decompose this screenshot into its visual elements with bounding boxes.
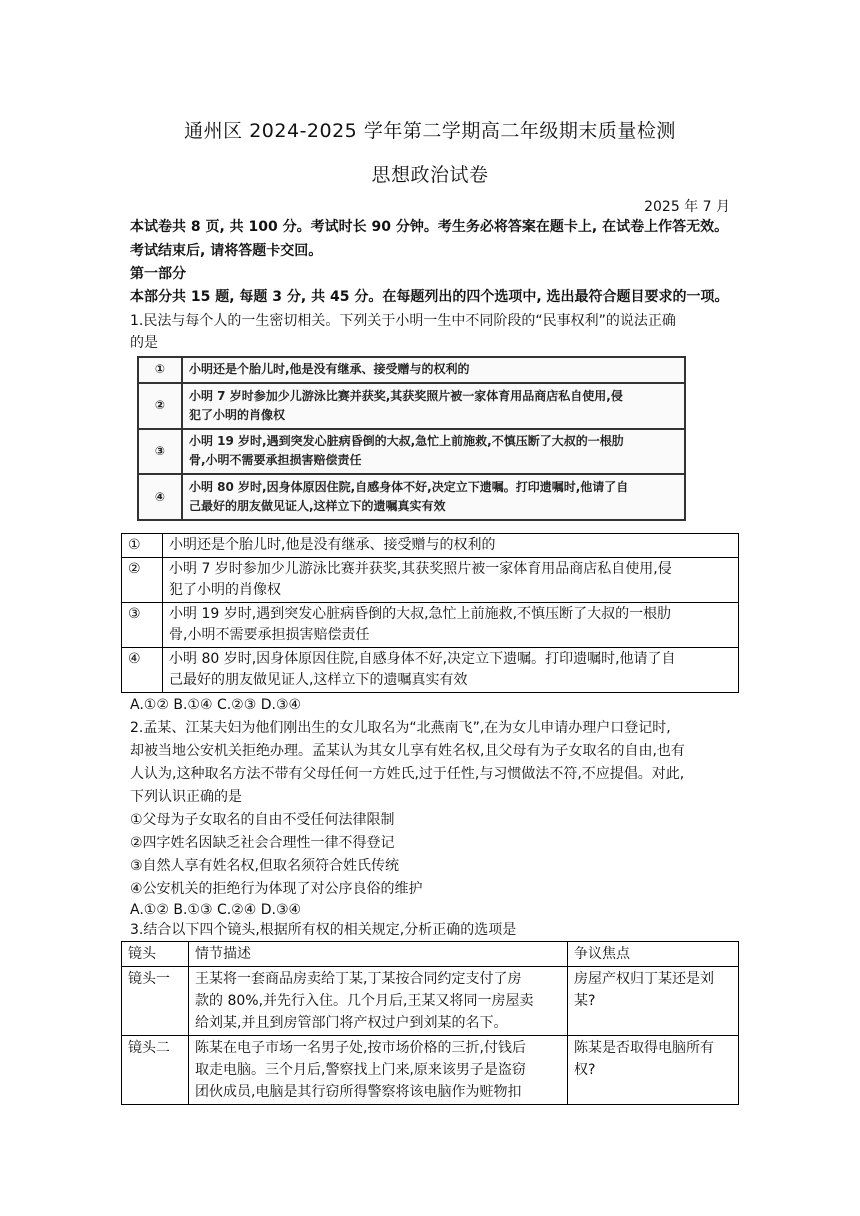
- instructions-line-1: 本试卷共 8 页, 共 100 分。考试时长 90 分钟。考生务必将答案在题卡上, 在试卷上作答无效。: [130, 219, 729, 235]
- scan-row-text: 小明 80 岁时,因身体原因住院,自感身体不好,决定立下遗嘱。打印遗嘱时,他请了自 己最好的朋友做见证人,这样立下的遗嘱真实有效: [182, 474, 685, 520]
- q3-stem: 3.结合以下四个镜头,根据所有权的相关规定,分析正确的选项是: [130, 922, 517, 938]
- scan-row-text: 小明还是个胎儿时,他是没有继承、接受赠与的权利的: [182, 357, 685, 383]
- scan-row: [138, 383, 685, 429]
- table-row: [122, 534, 739, 558]
- q2-item-2: ②四字姓名因缺乏社会合理性一律不得登记: [130, 835, 395, 851]
- row-text: 小明 19 岁时,遇到突发心脏病昏倒的大叔,急忙上前施救,不慎压断了大叔的一根肋 骨,小明不需要承担损害赔偿责任: [163, 603, 739, 648]
- q1-stem-line-2: 的是: [130, 335, 158, 351]
- q2-stem-line-1: 2.孟某、江某夫妇为他们刚出生的女儿取名为“北燕南飞”,在为女儿申请办理户口登记时,: [130, 720, 671, 736]
- row-number: ③: [122, 603, 163, 648]
- q1-options: A.①② B.①④ C.②③ D.③④: [130, 697, 302, 713]
- shot-focus: 房屋产权归丁某还是刘 某?: [568, 967, 739, 1036]
- table-row: [122, 558, 739, 603]
- table-row: [122, 967, 739, 1036]
- scan-row-num: ②: [138, 383, 182, 429]
- scan-row-text: 小明 7 岁时参加少儿游泳比赛并获奖,其获奖照片被一家体育用品商店私自使用,侵 犯了小明的肖像权: [182, 383, 685, 429]
- row-number: ②: [122, 558, 163, 603]
- row-number: ④: [122, 648, 163, 693]
- exam-date: 2025 年 7 月: [644, 199, 730, 215]
- q3-table: [121, 941, 739, 1105]
- q1-scanned-table-image: [137, 356, 686, 521]
- row-text: 小明 7 岁时参加少儿游泳比赛并获奖,其获奖照片被一家体育用品商店私自使用,侵 犯了小明的肖像权: [163, 558, 739, 603]
- shot-focus: 陈某是否取得电脑所有 权?: [568, 1036, 739, 1105]
- instructions-line-2: 考试结束后, 请将答题卡交回。: [130, 243, 323, 259]
- scan-row-num: ①: [138, 357, 182, 383]
- shot-label: 镜头二: [122, 1036, 189, 1105]
- table-row: [122, 1036, 739, 1105]
- q2-stem-line-4: 下列认识正确的是: [130, 789, 242, 805]
- shot-description: 王某将一套商品房卖给丁某,丁某按合同约定支付了房 款的 80%,并先行入住。几个月后,王某又将同一房屋卖 给刘某,并且到房管部门将产权过户到刘某的名下。: [189, 967, 568, 1036]
- exam-subtitle: 思想政治试卷: [371, 164, 489, 186]
- q2-item-1: ①父母为子女取名的自由不受任何法律限制: [130, 812, 395, 828]
- scan-row: [138, 357, 685, 383]
- header-description: 情节描述: [189, 942, 568, 967]
- row-text: 小明还是个胎儿时,他是没有继承、接受赠与的权利的: [163, 534, 739, 558]
- scan-row-num: ③: [138, 429, 182, 475]
- q1-table: [121, 533, 739, 693]
- row-text: 小明 80 岁时,因身体原因住院,自感身体不好,决定立下遗嘱。打印遗嘱时,他请了自 己最好的朋友做见证人,这样立下的遗嘱真实有效: [163, 648, 739, 693]
- scan-row: [138, 429, 685, 475]
- header-shot: 镜头: [122, 942, 189, 967]
- scan-row-num: ④: [138, 474, 182, 520]
- table-row: [122, 603, 739, 648]
- scan-row: [138, 474, 685, 520]
- q2-stem-line-3: 人认为,这种取名方法不带有父母任何一方姓氏,过于任性,与习惯做法不符,不应提倡。对此,: [130, 766, 685, 782]
- q2-stem-line-2: 却被当地公安机关拒绝办理。孟某认为其女儿享有姓名权,且父母有为子女取名的自由,也有: [130, 743, 685, 759]
- q1-stem-line-1: 1.民法与每个人的一生密切相关。下列关于小明一生中不同阶段的“民事权利”的说法正确: [130, 313, 676, 329]
- scan-row-text: 小明 19 岁时,遇到突发心脏病昏倒的大叔,急忙上前施救,不慎压断了大叔的一根肋 骨,小明不需要承担损害赔偿责任: [182, 429, 685, 475]
- table-header-row: [122, 942, 739, 967]
- q2-options: A.①② B.①③ C.②④ D.③④: [130, 902, 302, 918]
- exam-title: 通州区 2024-2025 学年第二学期高二年级期末质量检测: [184, 120, 676, 142]
- table-row: [122, 648, 739, 693]
- q2-item-3: ③自然人享有姓名权,但取名须符合姓氏传统: [130, 858, 399, 874]
- shot-label: 镜头一: [122, 967, 189, 1036]
- shot-description: 陈某在电子市场一名男子处,按市场价格的三折,付钱后 取走电脑。三个月后,警察找上门来,原来该男子是盗窃 团伙成员,电脑是其行窃所得警察将该电脑作为赃物扣: [189, 1036, 568, 1105]
- q2-item-4: ④公安机关的拒绝行为体现了对公序良俗的维护: [130, 881, 423, 897]
- row-number: ①: [122, 534, 163, 558]
- part-description: 本部分共 15 题, 每题 3 分, 共 45 分。在每题列出的四个选项中, 选出最符合题目要求的一项。: [130, 289, 729, 305]
- header-focus: 争议焦点: [568, 942, 739, 967]
- part-heading: 第一部分: [130, 266, 186, 282]
